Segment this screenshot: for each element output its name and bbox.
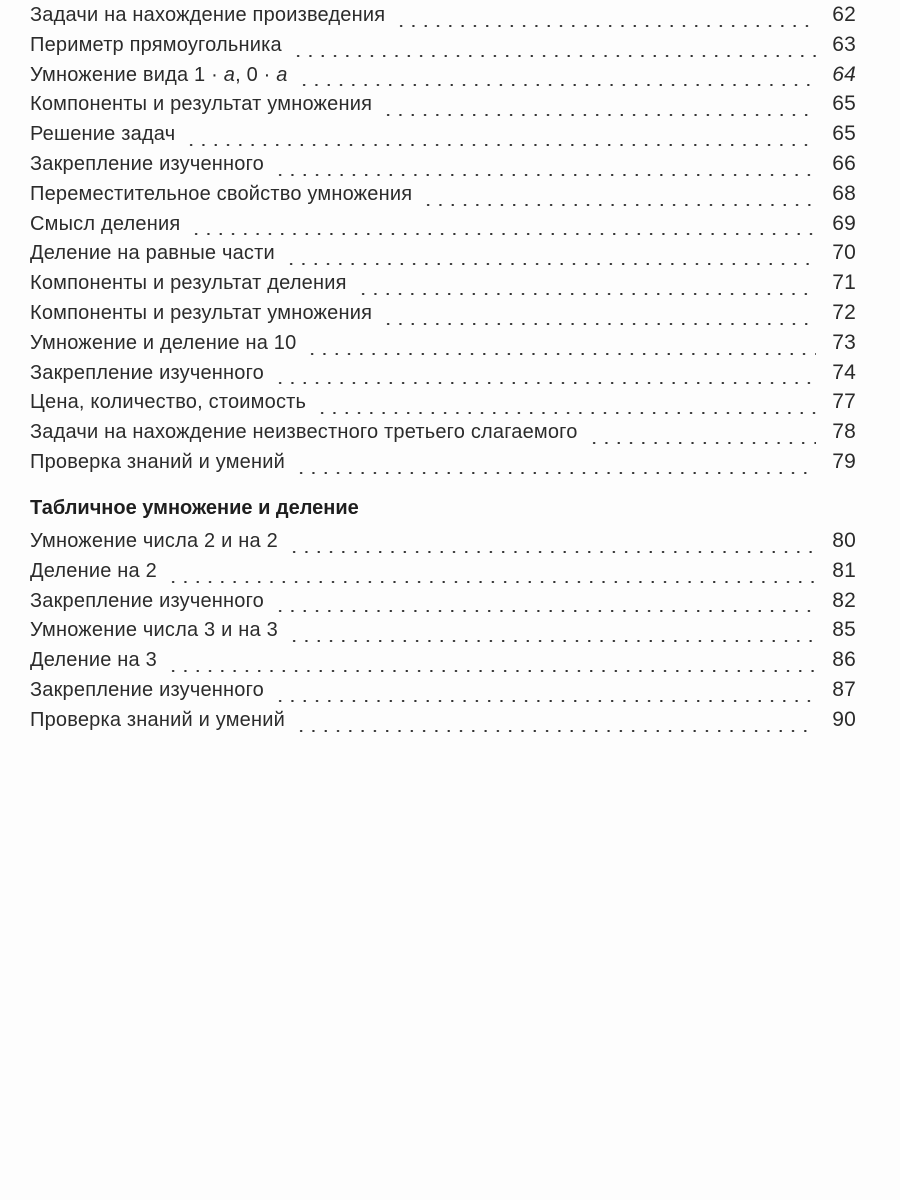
toc-entry-page: 71 [832,271,856,295]
toc-entry-page: 70 [832,241,856,265]
toc-entry[interactable] [30,420,856,450]
toc-entry[interactable] [30,450,856,480]
dot-leader [306,353,816,355]
toc-entry-page: 87 [832,677,856,701]
dot-leader [298,84,816,86]
toc-entry-title: Закрепление изученного [30,678,264,701]
dot-leader [274,382,816,384]
toc-entry-page: 73 [832,330,856,354]
toc-entry-title: Смысл деления [30,212,181,235]
toc-entry-title: Умножение числа 2 и на 2 [30,530,278,552]
toc-entry-page: 81 [832,558,856,582]
toc-entry-title [30,64,288,87]
toc-entry[interactable] [30,648,856,678]
toc-entry-title: Умножение числа 3 и на 3 [30,619,278,642]
dot-leader [190,233,816,235]
toc-entry-page: 72 [832,300,856,324]
toc-entry-page: 74 [832,360,856,384]
toc-entry[interactable] [30,331,856,361]
dot-leader [295,730,816,732]
toc-entry-title: Переместительное свойство умножения [30,182,413,205]
dot-leader [357,293,816,295]
toc-entry[interactable] [30,63,856,93]
toc-entry-title: Компоненты и результат умножения [30,301,373,324]
toc-entry-page: 86 [832,648,856,672]
toc-section-table-multiplication [30,491,856,738]
toc-entry-title: Задачи на нахождение неизвестного третьего слагаемого [30,421,578,444]
toc-entry-page: 78 [832,420,856,444]
dot-leader [185,144,816,146]
toc-entry-page: 79 [832,449,856,473]
section-heading: Табличное умножение и деление [30,497,359,519]
toc-entry-title-prefix: Умножение вида 1 · [30,63,224,86]
dot-leader [588,442,816,444]
toc-entry[interactable] [30,618,856,648]
toc-entry-title: Цена, количество, стоимость [30,391,307,414]
dot-leader [167,581,816,583]
dot-leader [274,174,816,176]
toc-entry[interactable] [30,33,856,63]
toc-entry-page: 64 [832,62,856,86]
toc-entry[interactable] [30,589,856,619]
toc-entry[interactable] [30,678,856,708]
toc-entry[interactable] [30,361,856,391]
toc-entry[interactable] [30,390,856,420]
toc-entry[interactable] [30,241,856,271]
dot-leader [395,25,816,27]
dot-leader [288,551,816,553]
dot-leader [422,204,816,206]
toc-entry-title: Закрепление изученного [30,152,264,175]
toc-entry-title: Проверка знаний и умений [30,708,285,731]
dot-leader [316,412,816,414]
toc-entry-page: 68 [832,181,856,205]
toc-entry-page: 66 [832,151,856,175]
dot-leader [285,263,816,265]
dot-leader [382,323,816,325]
toc-entry-title: Решение задач [30,123,176,146]
toc-entry-title: Компоненты и результат деления [30,272,347,295]
toc-entry[interactable] [30,152,856,182]
toc-entry[interactable] [30,271,856,301]
toc-entry-title: Деление на 3 [30,649,157,672]
toc-entry[interactable] [30,529,856,559]
toc-entry-page: 77 [832,390,856,414]
dot-leader [295,472,816,474]
toc-entry-page: 65 [832,92,856,116]
toc-entry-title: Проверка знаний и умений [30,450,285,473]
dot-leader [274,700,816,702]
toc-entry-title-mid: , 0 · [235,63,277,86]
toc-entry[interactable] [30,708,856,738]
toc-entry-title: Деление на равные части [30,242,275,265]
variable-a: a [276,63,288,86]
toc-entry-page: 65 [832,122,856,146]
toc-entry[interactable] [30,301,856,331]
toc-entry-title: Умножение и деление на 10 [30,331,297,354]
toc-entry[interactable] [30,92,856,122]
toc-entry-page: 63 [832,32,856,56]
dot-leader [274,610,816,612]
toc-entry-page: 82 [832,588,856,612]
toc-entry-title: Периметр прямоугольника [30,33,282,56]
toc-entry-page: 69 [832,211,856,235]
toc-entry[interactable] [30,122,856,152]
toc-entry-page: 90 [832,707,856,731]
toc-entry-title: Закрепление изученного [30,589,264,612]
toc-entry[interactable] [30,3,856,33]
toc-entry[interactable] [30,182,856,212]
dot-leader [292,55,816,57]
toc-entry-title: Задачи на нахождение произведения [30,4,386,26]
dot-leader [288,640,816,642]
toc-entry-page: 80 [832,529,856,552]
toc-entry-title: Деление на 2 [30,559,157,582]
variable-a: a [223,63,236,86]
toc-section-multiplication [30,3,856,480]
toc-entry[interactable] [30,559,856,589]
dot-leader [382,114,816,116]
toc-entry-page: 85 [832,618,856,642]
toc-entry-title: Компоненты и результат умножения [30,93,373,116]
toc-entry-page: 62 [832,3,856,26]
dot-leader [167,670,816,672]
toc-entry-title: Закрепление изученного [30,361,264,384]
toc-entry[interactable] [30,212,856,242]
